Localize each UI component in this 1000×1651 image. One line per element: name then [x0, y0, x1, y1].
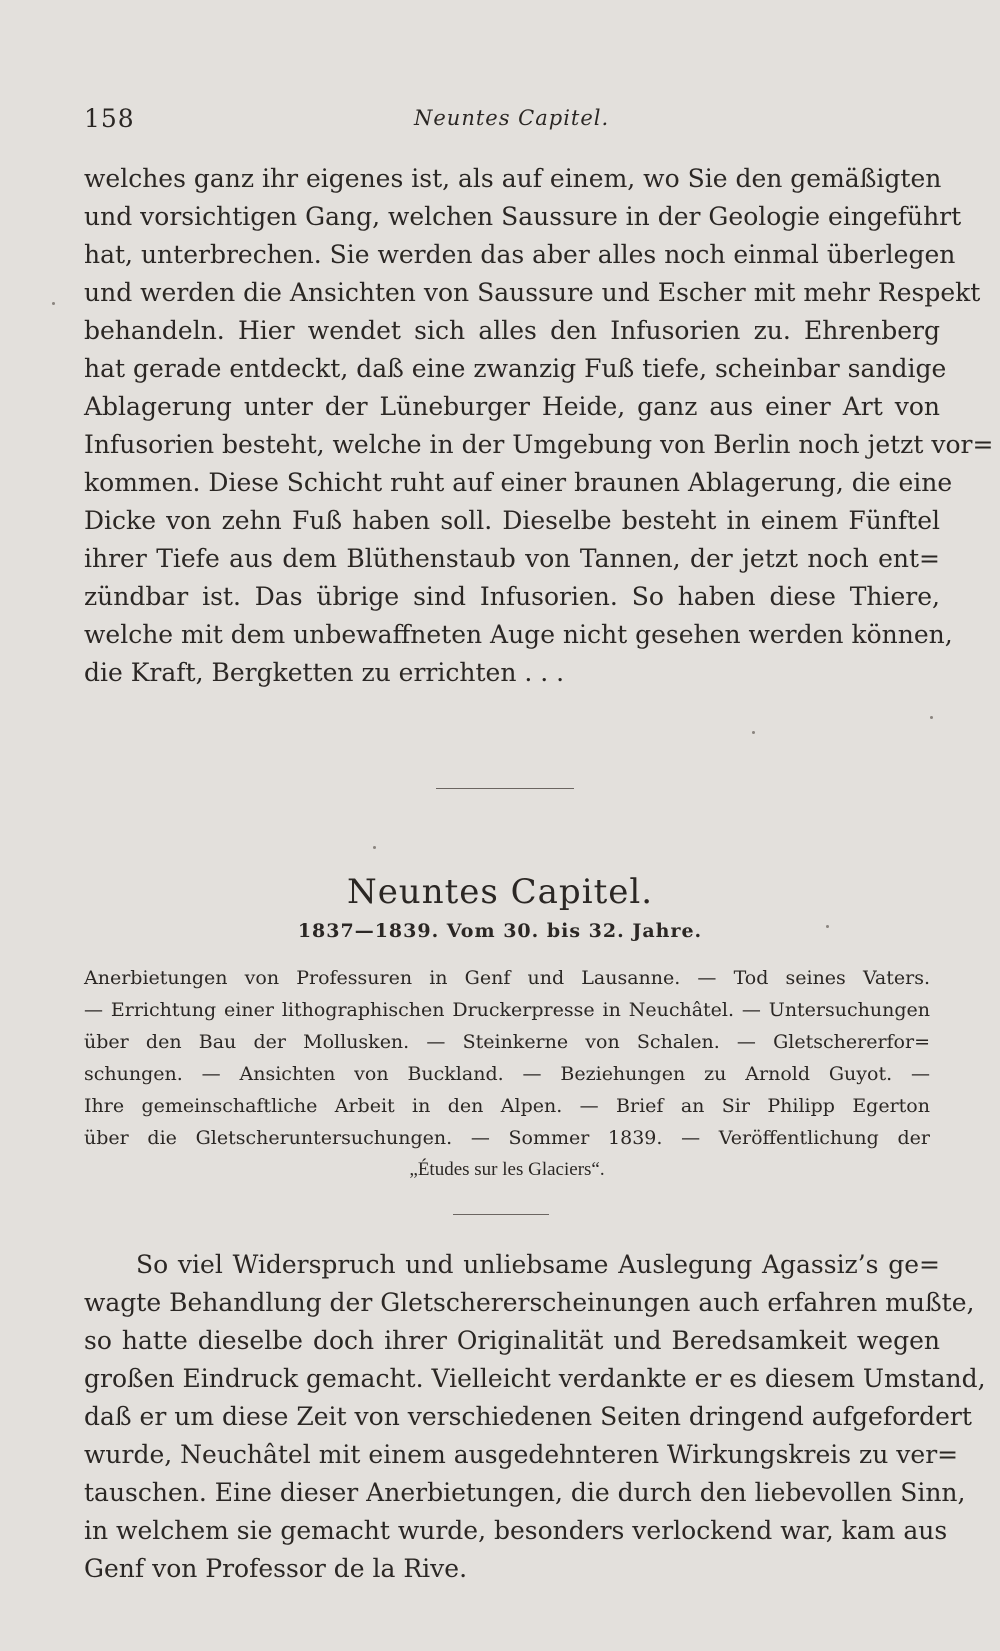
text-line: hat, unterbrechen. Sie werden das aber alles noch einmal überlegen [84, 240, 956, 269]
text-line: welche mit dem unbewaffneten Auge nicht gesehen werden können, [84, 620, 953, 649]
summary-line: „Études sur les Glaciers“. [409, 1159, 605, 1180]
text-line: so hatte dieselbe doch ihrer Originalität und Beredsamkeit wegen [84, 1326, 940, 1355]
text-line: zündbar ist. Das übrige sind Infusorien. So haben diese Thiere, [84, 582, 940, 611]
page-number: 158 [84, 104, 135, 133]
summary-divider [453, 1214, 549, 1215]
opening-paragraph [84, 1246, 986, 1588]
running-head [84, 104, 916, 140]
text-line: So viel Widerspruch und unliebsame Auslegung Agassiz’s ge= [136, 1250, 940, 1279]
text-line: ihrer Tiefe aus dem Blüthenstaub von Tannen, der jetzt noch ent= [84, 544, 940, 573]
summary-line: Ihre gemeinschaftliche Arbeit in den Alpen. — Brief an Sir Philipp Egerton [84, 1095, 930, 1117]
text-line: behandeln. Hier wendet sich alles den Infusorien zu. Ehrenberg [84, 316, 940, 345]
text-line: Genf von Professor de la Rive. [84, 1554, 468, 1583]
text-line: und vorsichtigen Gang, welchen Saussure in der Geologie eingeführt [84, 202, 962, 231]
text-line: wagte Behandlung der Gletschererscheinungen auch erfahren mußte, [84, 1288, 975, 1317]
text-line: wurde, Neuchâtel mit einem ausgedehnteren Wirkungskreis zu ver= [84, 1440, 959, 1469]
summary-line: schungen. — Ansichten von Buckland. — Beziehungen zu Arnold Guyot. — [84, 1063, 930, 1085]
paper-speck [826, 925, 829, 928]
chapter-dates: 1837—1839. Vom 30. bis 32. Jahre. [297, 920, 703, 942]
paper-speck [52, 302, 55, 305]
text-line: welches ganz ihr eigenes ist, als auf einem, wo Sie den gemäßigten [84, 164, 942, 193]
text-line: großen Eindruck gemacht. Vielleicht verdankte er es diesem Umstand, [84, 1364, 986, 1393]
summary-line: — Errichtung einer lithographischen Druckerpresse in Neuchâtel. — Untersuchungen [84, 999, 930, 1021]
text-line: Ablagerung unter der Lüneburger Heide, ganz aus einer Art von [84, 392, 940, 421]
chapter-summary [84, 962, 930, 1186]
text-line: daß er um diese Zeit von verschiedenen Seiten dringend aufgefordert [84, 1402, 972, 1431]
text-line: kommen. Diese Schicht ruht auf einer braunen Ablagerung, die eine [84, 468, 953, 497]
text-line: Infusorien besteht, welche in der Umgebung von Berlin noch jetzt vor= [84, 430, 994, 459]
text-line: tauschen. Eine dieser Anerbietungen, die durch den liebevollen Sinn, [84, 1478, 966, 1507]
paper-speck [930, 716, 933, 719]
text-line: in welchem sie gemacht wurde, besonders verlockend war, kam aus [84, 1516, 948, 1545]
summary-line: über die Gletscheruntersuchungen. — Sommer 1839. — Veröffentlichung der [84, 1127, 930, 1149]
running-title: Neuntes Capitel. [414, 106, 610, 130]
summary-line: Anerbietungen von Professuren in Genf und Lausanne. — Tod seines Vaters. [84, 967, 930, 989]
text-line: hat gerade entdeckt, daß eine zwanzig Fuß tiefe, scheinbar sandige [84, 354, 947, 383]
paper-speck [752, 731, 755, 734]
section-divider [436, 788, 574, 789]
continuation-text [84, 160, 994, 692]
summary-line: über den Bau der Mollusken. — Steinkerne von Schalen. — Gletschererfor= [84, 1031, 930, 1053]
chapter-title: Neuntes Capitel. [346, 872, 654, 912]
text-line: Dicke von zehn Fuß haben soll. Dieselbe besteht in einem Fünftel [84, 506, 940, 535]
text-line: und werden die Ansichten von Saussure und Escher mit mehr Respekt [84, 278, 981, 307]
text-line: die Kraft, Bergketten zu errichten . . . [84, 658, 565, 687]
paper-speck [373, 846, 376, 849]
